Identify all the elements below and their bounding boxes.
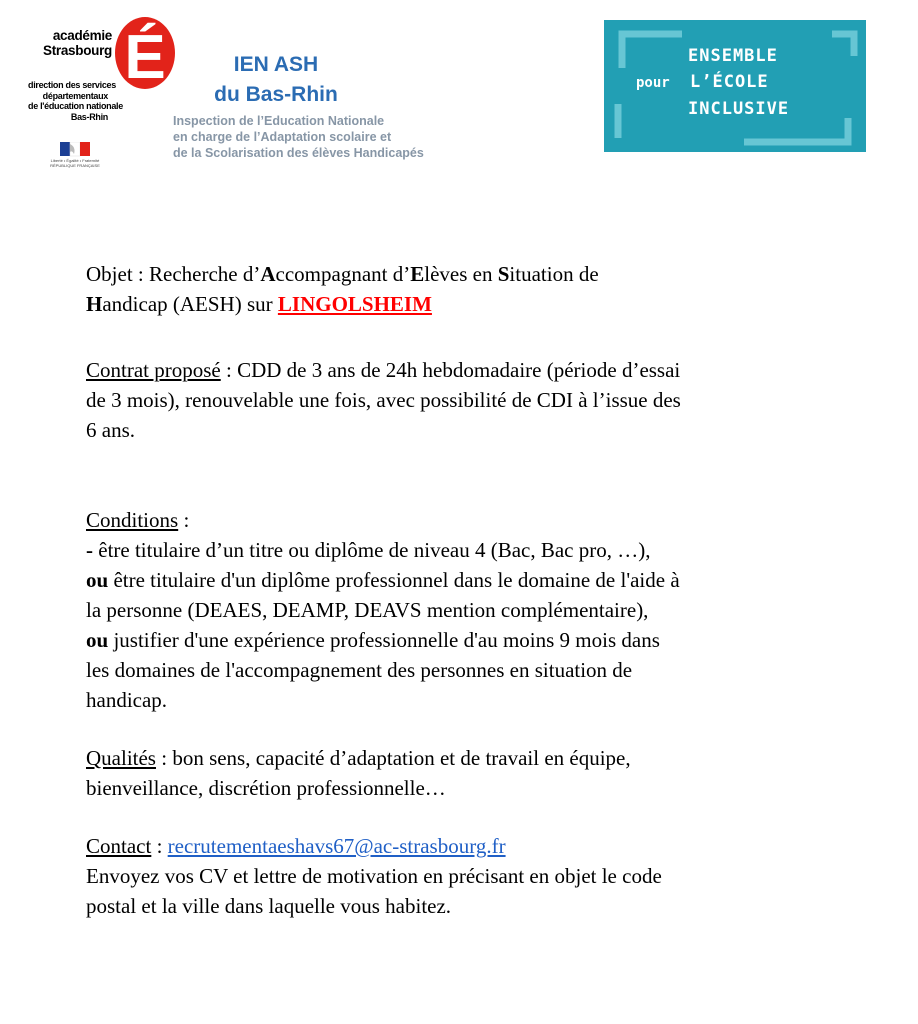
qualites-line: Qualités : bon sens, capacité d’adaptation et de travail en équipe,: [86, 746, 631, 770]
ien-subtitle-region: du Bas-Rhin: [214, 83, 338, 106]
academie-direction-text: direction des services départementaux de l'éducation nationale Bas-Rhin: [28, 80, 123, 122]
academie-logo-wordmark: académie Strasbourg: [42, 28, 112, 58]
contact-line: Envoyez vos CV et lettre de motivation en précisant en objet le code: [86, 864, 662, 888]
badge-line-inclusive: INCLUSIVE: [688, 99, 790, 119]
badge-line-pour: pour: [636, 75, 670, 91]
objet-line: Objet : Recherche d’Accompagnant d’Elèves en Situation de: [86, 262, 599, 286]
ien-description-line: Inspection de l’Education Nationale: [173, 114, 385, 128]
conditions-line: - être titulaire d’un titre ou diplôme de niveau 4 (Bac, Bac pro, …),: [86, 538, 651, 562]
contact-label: Contact: [86, 834, 152, 858]
contact-email-link[interactable]: recrutementaeshavs67@ac-strasbourg.fr: [167, 834, 506, 858]
conditions-line: la personne (DEAES, DEAMP, DEAVS mention complémentaire),: [86, 598, 649, 622]
academie-e-emblem: [112, 6, 178, 92]
ien-title: IEN ASH: [233, 53, 319, 76]
contrat-label: Contrat proposé: [86, 358, 221, 382]
contact-paragraph: [86, 831, 886, 921]
conditions-line: ou justifier d'une expérience professionnelle d'au moins 9 mois dans: [86, 628, 660, 652]
conditions-line: handicap.: [86, 688, 168, 712]
qualites-label: Qualités: [86, 746, 156, 770]
academie-strasbourg-logo: [28, 6, 178, 171]
contrat-line: 6 ans.: [86, 418, 135, 442]
location-highlight: LINGOLSHEIM: [277, 292, 432, 316]
conditions-line: ou être titulaire d'un diplôme professionnel dans le domaine de l'aide à: [86, 568, 680, 592]
ecole-inclusive-badge: [604, 20, 866, 152]
qualites-paragraph: [86, 743, 886, 803]
contrat-line: Contrat proposé : CDD de 3 ans de 24h hebdomadaire (période d’essai: [86, 358, 681, 382]
objet-paragraph: [86, 259, 886, 319]
contact-line: Contact : recrutementaeshavs67@ac-strasbourg.fr: [86, 834, 506, 858]
marianne-caption: Liberté • Égalité • Fraternité RÉPUBLIQUE FRANÇAISE: [50, 158, 100, 168]
contrat-paragraph: [86, 355, 886, 445]
conditions-heading: Conditions :: [86, 508, 190, 532]
ien-description-line: en charge de l’Adaptation scolaire et: [173, 130, 392, 144]
contact-line: postal et la ville dans laquelle vous habitez.: [86, 894, 452, 918]
badge-line-ecole: L’ÉCOLE: [690, 72, 769, 92]
conditions-line: les domaines de l'accompagnement des personnes en situation de: [86, 658, 633, 682]
conditions-label: Conditions: [86, 508, 179, 532]
objet-line: Handicap (AESH) sur LINGOLSHEIM: [86, 292, 432, 316]
ien-description-line: de la Scolarisation des élèves Handicapés: [173, 146, 424, 160]
contrat-line: de 3 mois), renouvelable une fois, avec possibilité de CDI à l’issue des: [86, 388, 681, 412]
badge-line-ensemble: ENSEMBLE: [688, 46, 778, 66]
conditions-paragraph: [86, 505, 886, 715]
academie-e-letter: É: [124, 23, 166, 92]
qualites-line: bienveillance, discrétion professionnelle…: [86, 776, 446, 800]
